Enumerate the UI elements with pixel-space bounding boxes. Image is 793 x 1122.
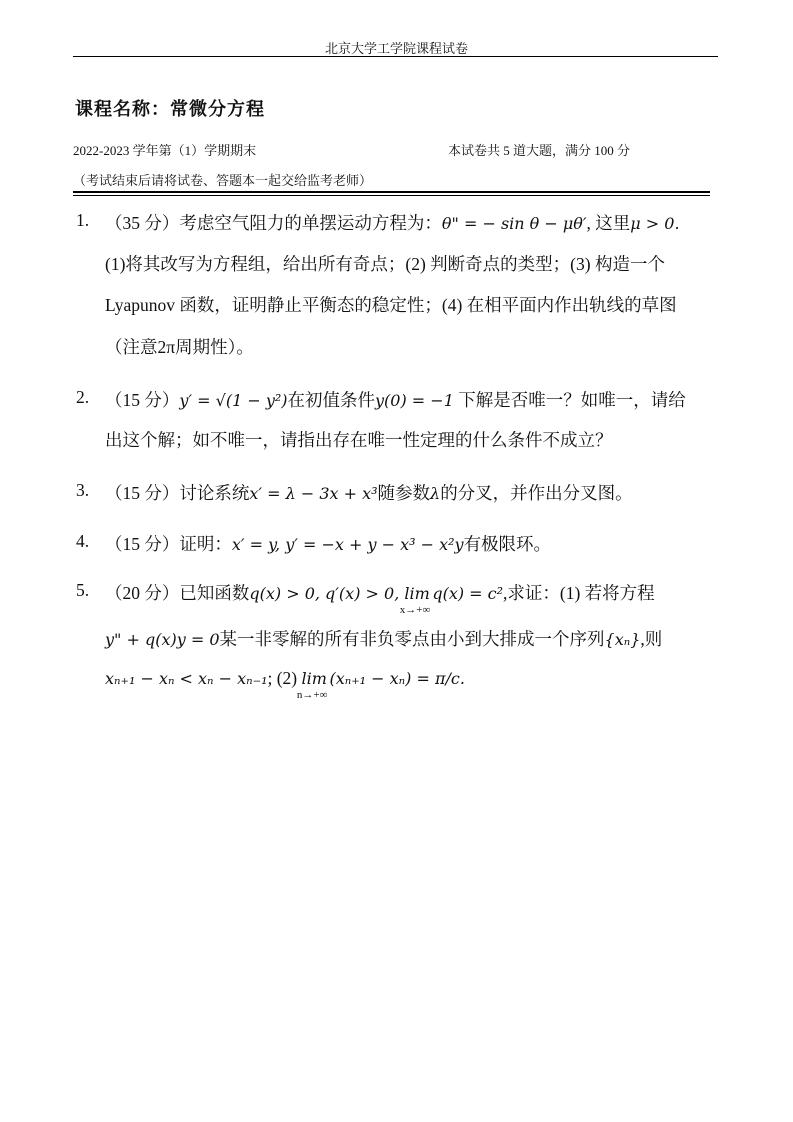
- math-expression: q(x) > 0, q′(x) > 0, lim: [249, 584, 430, 603]
- math-expression: y" + q(x)y = 0: [105, 630, 220, 649]
- question-text: 下解是否唯一？如唯一，请给: [453, 390, 686, 410]
- question-text: 随参数: [377, 483, 431, 503]
- question-number: 2.: [76, 387, 90, 407]
- question-5-line: [105, 580, 655, 616]
- course-title: 课程名称：常微分方程: [75, 99, 265, 119]
- double-divider-bottom: [73, 195, 710, 196]
- question-text: 有极限环。: [463, 534, 552, 554]
- question-text: （20 分）已知函数: [105, 583, 250, 603]
- question-text: （15 分）证明：: [105, 534, 232, 554]
- question-text: 某一非零解的所有非负零点由小到大排成一个序列: [219, 629, 605, 649]
- limit-subscript: n→+∞: [296, 689, 328, 701]
- term-info: 2022-2023 学年第（1）学期期末: [73, 143, 257, 158]
- question-text: （注意2π周期性）。: [105, 337, 254, 357]
- math-expression: x′ = λ − 3x + x³: [249, 484, 378, 503]
- exam-summary: 本试卷共 5 道大题，满分 100 分: [448, 143, 631, 158]
- question-number: 5.: [76, 580, 90, 600]
- question-2-line: [105, 427, 613, 452]
- math-expression: y(0) = −1: [375, 391, 454, 410]
- question-text: Lyapunov 函数，证明静止平衡态的稳定性；(4) 在相平面内作出轨线的草图: [105, 295, 677, 315]
- math-expression: lim: [301, 669, 327, 688]
- question-text: ,求证：(1) 若将方程: [503, 583, 655, 603]
- question-text: ; (2): [267, 668, 302, 688]
- question-text: （15 分）: [105, 390, 180, 410]
- math-expression: y′ = √(1 − y²): [179, 391, 288, 410]
- question-number: 4.: [76, 531, 90, 551]
- math-expression: θ" = − sin θ − μθ′: [441, 214, 587, 233]
- math-expression: {xₙ}: [604, 630, 641, 649]
- question-4-line: [105, 531, 551, 556]
- question-number: 3.: [76, 480, 90, 500]
- question-text: 在初值条件: [287, 390, 376, 410]
- question-5-line: [105, 626, 662, 651]
- question-text: , 这里: [586, 213, 631, 233]
- question-1-line: [105, 210, 680, 235]
- question-text: 的分叉，并作出分叉图。: [440, 483, 633, 503]
- double-divider-top: [73, 191, 710, 193]
- question-number: 1.: [76, 210, 90, 230]
- question-text: 出这个解；如不唯一，请指出存在唯一性定理的什么条件不成立？: [105, 430, 613, 450]
- question-text: ,则: [640, 629, 663, 649]
- page-header: 北京大学工学院课程试卷: [324, 41, 468, 56]
- exam-note: （考试结束后请将试卷、答题本一起交给监考老师）: [73, 173, 373, 188]
- question-text: （15 分）讨论系统: [105, 483, 250, 503]
- math-expression: λ: [430, 484, 441, 503]
- question-5-line: [105, 668, 465, 701]
- math-expression: μ > 0.: [630, 214, 680, 233]
- math-expression: x′ = y, y′ = −x + y − x³ − x²y: [231, 535, 464, 554]
- limit-subscript: x→+∞: [399, 604, 431, 616]
- question-1-line: [105, 251, 665, 276]
- question-1-line: [105, 292, 677, 317]
- question-2-line: [105, 387, 686, 412]
- question-1-line: [105, 334, 254, 359]
- header-divider: [73, 56, 718, 57]
- question-3-line: [105, 480, 633, 505]
- math-expression: (xₙ₊₁ − xₙ) = π/c.: [329, 669, 465, 688]
- math-expression: q(x) = c²: [432, 584, 504, 603]
- question-text: (1)将其改写为方程组，给出所有奇点；(2) 判断奇点的类型；(3) 构造一个: [105, 254, 665, 274]
- question-text: （35 分）考虑空气阻力的单摆运动方程为：: [105, 213, 442, 233]
- math-expression: xₙ₊₁ − xₙ < xₙ − xₙ₋₁: [105, 669, 268, 688]
